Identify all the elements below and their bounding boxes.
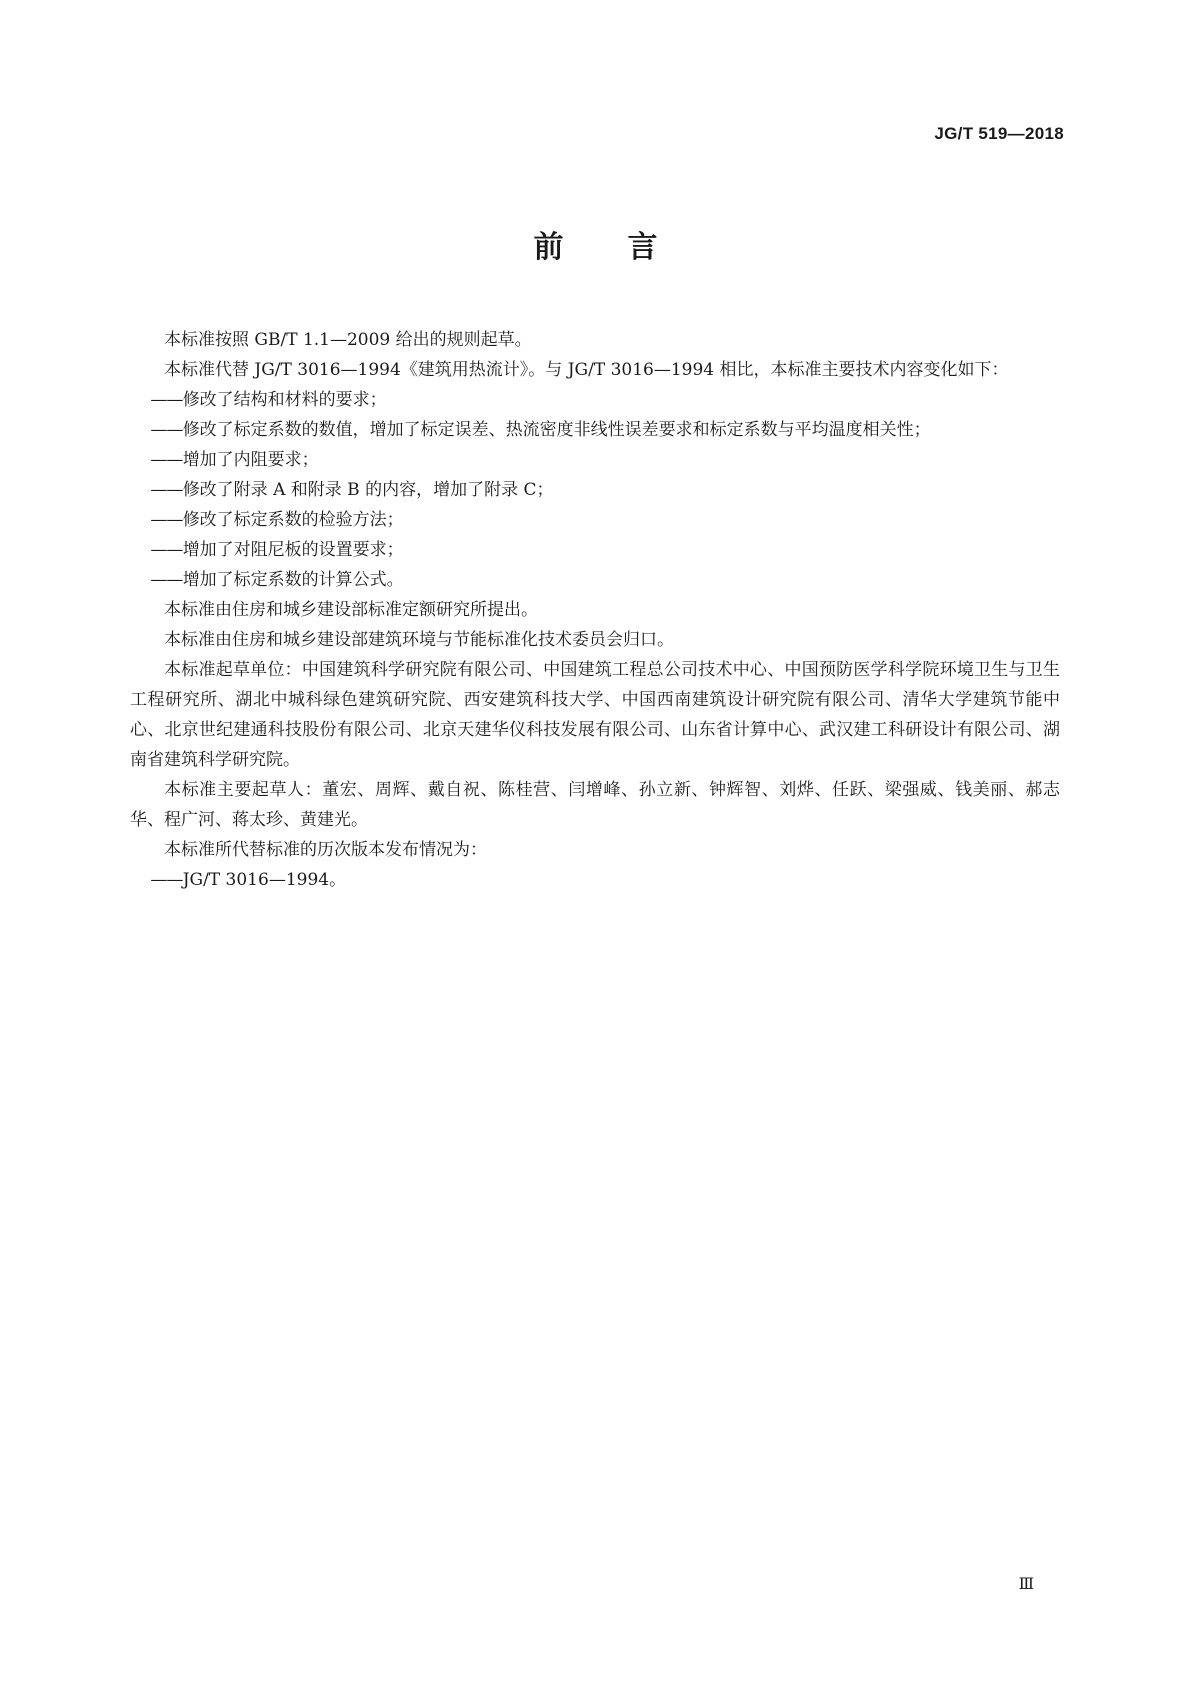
dash-mark: —— [150, 390, 183, 410]
change-item-text: 增加了对阻尼板的设置要求； [182, 540, 404, 560]
dash-mark: —— [150, 450, 183, 470]
paragraph-drafters: 本标准主要起草人：董宏、周辉、戴自祝、陈桂营、闫增峰、孙立新、钟辉智、刘烨、任跃、梁强威、钱美丽、郝志华、程广河、蒋太珍、黄建光。 [130, 780, 1060, 830]
foreword-body [130, 325, 1060, 895]
change-item [130, 445, 1060, 475]
change-item-text: 修改了结构和材料的要求； [182, 390, 387, 410]
change-item [130, 475, 1060, 505]
dash-mark: —— [150, 510, 183, 530]
dash-mark: —— [150, 480, 183, 500]
paragraph-committee: 本标准由住房和城乡建设部建筑环境与节能标准化技术委员会归口。 [164, 630, 674, 650]
title-char-1: 前 [533, 230, 564, 265]
change-item-text: 修改了标定系数的数值，增加了标定误差、热流密度非线性误差要求和标定系数与平均温度相关性； [182, 420, 931, 440]
dash-mark: —— [150, 570, 183, 590]
title-char-2: 言 [627, 230, 658, 265]
change-item-text: 增加了标定系数的计算公式。 [182, 570, 404, 590]
standard-code: JG/T 519—2018 [934, 124, 1064, 143]
change-item-text: 增加了内阻要求； [182, 450, 319, 470]
paragraph-proposer: 本标准由住房和城乡建设部标准定额研究所提出。 [164, 600, 538, 620]
history-item [130, 865, 1060, 895]
page-title [0, 228, 1191, 268]
dash-mark: —— [150, 540, 183, 560]
history-item-text: JG/T 3016—1994。 [182, 870, 347, 890]
change-item-text: 修改了标定系数的检验方法； [182, 510, 404, 530]
change-item [130, 565, 1060, 595]
paragraph-replacement: 本标准代替 JG/T 3016—1994《建筑用热流计》。与 JG/T 3016—1994 相比，本标准主要技术内容变化如下： [164, 360, 1009, 380]
paragraph-history: 本标准所代替标准的历次版本发布情况为： [164, 840, 487, 860]
dash-mark: —— [150, 420, 183, 440]
dash-mark: —— [150, 870, 183, 890]
paragraph-drafting-units: 本标准起草单位：中国建筑科学研究院有限公司、中国建筑工程总公司技术中心、中国预防医学科学院环境卫生与卫生工程研究所、湖北中城科绿色建筑研究院、西安建筑科技大学、中国西南建筑设计研究院有限公司、清华大学建筑节能中心、北京世纪建通科技股份有限公司、北京天建华仪科技发展有限公司、山东省计算中心、武汉建工科研设计有限公司、湖南省建筑科学研究院。 [130, 660, 1060, 770]
change-item [130, 535, 1060, 565]
change-item-text: 修改了附录 A 和附录 B 的内容，增加了附录 C； [182, 480, 554, 500]
change-item [130, 415, 1060, 445]
page-number: Ⅲ [1018, 1574, 1034, 1593]
change-item [130, 505, 1060, 535]
change-item [130, 385, 1060, 415]
paragraph-drafting-rules: 本标准按照 GB/T 1.1—2009 给出的规则起草。 [164, 330, 532, 350]
